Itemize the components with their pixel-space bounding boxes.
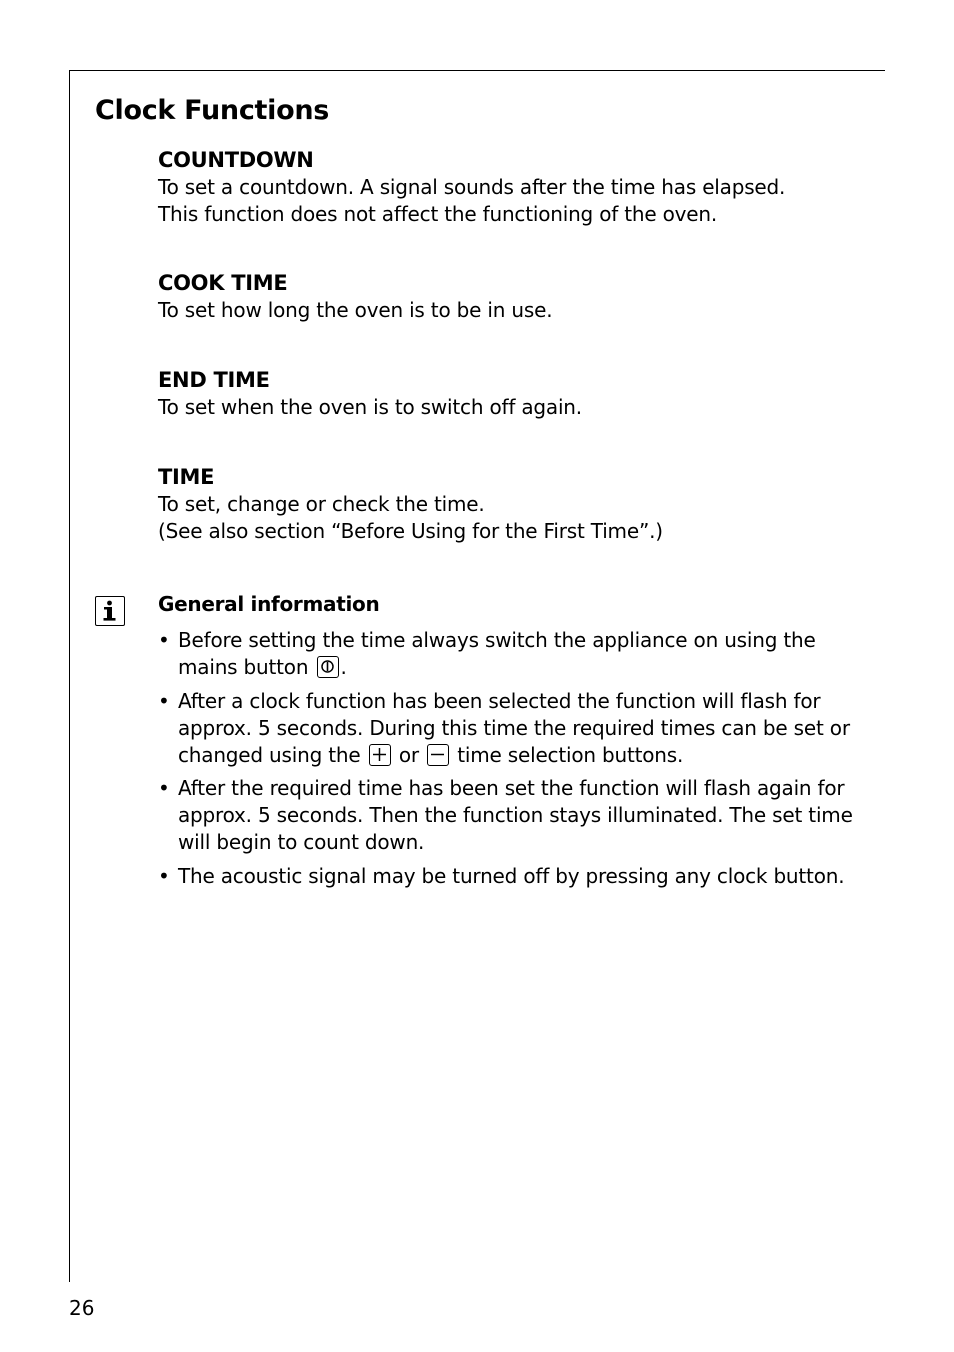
section-text: To set how long the oven is to be in use. (158, 298, 553, 322)
section-time (158, 464, 878, 545)
general-information-heading: General information (158, 592, 380, 616)
section-text: This function does not affect the functioning of the oven. (158, 202, 718, 226)
plus-button-icon (369, 744, 391, 766)
bullet-text: will begin to count down. (178, 830, 425, 854)
page-number: 26 (69, 1296, 95, 1320)
bullet-text: approx. 5 seconds. Then the function stays illuminated. The set time (178, 803, 853, 827)
list-item (158, 688, 878, 769)
section-heading: COUNTDOWN (158, 148, 314, 172)
bullet-text: or (398, 743, 419, 767)
section-countdown (158, 147, 878, 228)
power-button-icon (317, 656, 339, 678)
bullet-dot: • (158, 628, 170, 652)
top-rule (69, 70, 885, 71)
page-title: Clock Functions (95, 95, 330, 126)
bullet-text: Before setting the time always switch the appliance on using the (178, 628, 816, 652)
section-text: (See also section “Before Using for the First Time”.) (158, 519, 663, 543)
section-heading: END TIME (158, 368, 270, 392)
info-icon (95, 596, 125, 626)
section-text: To set, change or check the time. (158, 492, 485, 516)
bullet-text-line (158, 742, 878, 769)
minus-button-icon (427, 744, 449, 766)
section-text: To set when the oven is to switch off again. (158, 395, 582, 419)
section-text: To set a countdown. A signal sounds after the time has elapsed. (158, 175, 786, 199)
section-heading: TIME (158, 465, 215, 489)
left-rule (69, 70, 70, 1282)
list-item (158, 627, 878, 681)
bullet-text-line (158, 654, 878, 681)
bullet-text: After a clock function has been selected the function will flash for (178, 689, 821, 713)
list-item (158, 775, 878, 856)
section-cook-time (158, 270, 878, 324)
bullet-text: . (340, 655, 347, 679)
bullet-text: The acoustic signal may be turned off by pressing any clock button. (178, 864, 845, 888)
bullet-dot: • (158, 776, 170, 800)
bullet-dot: • (158, 864, 170, 888)
bullet-text: approx. 5 seconds. During this time the required times can be set or (178, 716, 850, 740)
bullet-text: mains button (178, 655, 309, 679)
section-heading: COOK TIME (158, 271, 288, 295)
bullet-text: changed using the (178, 743, 361, 767)
bullet-text: After the required time has been set the function will flash again for (178, 776, 845, 800)
bullet-dot: • (158, 689, 170, 713)
bullet-text: time selection buttons. (457, 743, 684, 767)
section-end-time (158, 367, 878, 421)
list-item (158, 863, 878, 890)
